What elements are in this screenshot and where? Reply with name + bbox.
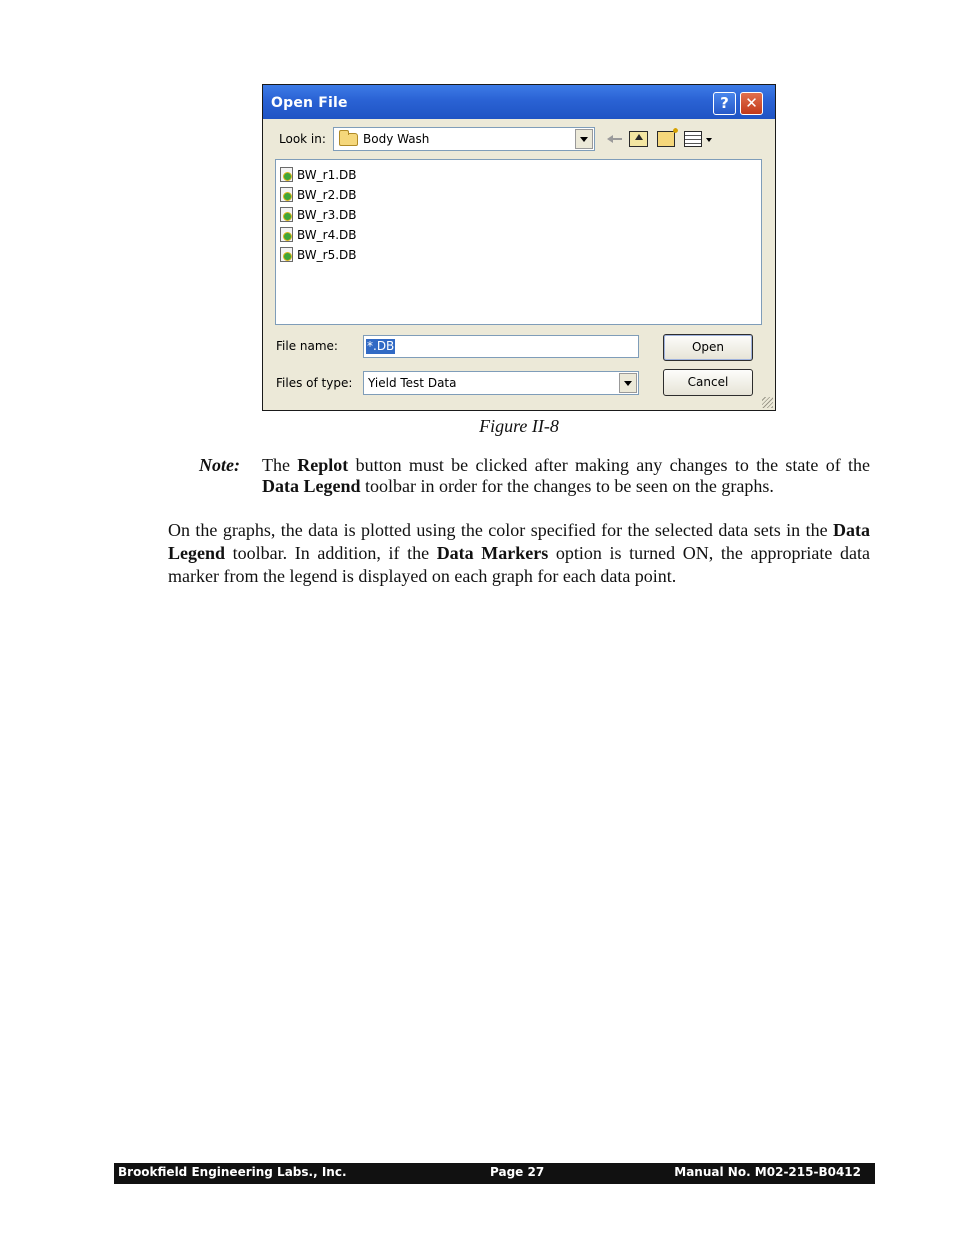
database-file-icon	[280, 247, 293, 262]
note-body	[262, 455, 870, 497]
file-name-label: File name:	[276, 339, 338, 353]
figure-caption: Figure II-8	[479, 416, 559, 436]
open-button[interactable]: Open	[663, 334, 753, 361]
file-name: BW_r1.DB	[297, 168, 357, 182]
files-of-type-value: Yield Test Data	[368, 376, 457, 390]
file-name-value: *.DB	[367, 339, 395, 353]
body-paragraph	[168, 519, 870, 588]
look-in-dropdown[interactable]	[333, 127, 595, 151]
files-of-type-dropdown[interactable]	[363, 371, 639, 395]
file-item[interactable]	[280, 186, 390, 204]
view-menu-arrow-icon[interactable]	[706, 138, 712, 142]
file-name-input[interactable]	[363, 335, 639, 358]
file-name: BW_r4.DB	[297, 228, 357, 242]
resize-grip-icon[interactable]	[762, 397, 773, 408]
note-text: button must be clicked after making any changes to the state of the	[348, 455, 870, 475]
file-list[interactable]	[275, 159, 762, 325]
database-file-icon	[280, 187, 293, 202]
open-file-dialog	[262, 84, 776, 411]
paragraph-text: option is turned ON, the appropriate data marker from the legend is displayed on each graph for each data point.	[168, 543, 871, 586]
chevron-down-icon[interactable]	[575, 129, 593, 149]
note-label: Note:	[199, 455, 240, 475]
paragraph-text: On the graphs, the data is plotted using the color specified for the selected data sets in the	[168, 520, 833, 540]
view-menu-icon[interactable]	[684, 131, 702, 147]
new-folder-icon[interactable]	[657, 131, 675, 147]
page-footer	[114, 1163, 875, 1184]
file-item[interactable]	[280, 166, 390, 184]
database-file-icon	[280, 167, 293, 182]
dialog-titlebar	[263, 85, 775, 119]
paragraph-text: toolbar. In addition, if the	[225, 543, 437, 563]
note-bold-term: Replot	[297, 455, 349, 475]
footer-company: Brookfield Engineering Labs., Inc.	[118, 1165, 347, 1179]
paragraph-bold-term: Data Legend	[168, 520, 870, 563]
paragraph-bold-term: Data Markers	[436, 543, 549, 563]
files-of-type-label: Files of type:	[276, 376, 353, 390]
look-in-label: Look in:	[279, 132, 326, 146]
database-file-icon	[280, 207, 293, 222]
footer-page-number: Page 27	[490, 1165, 545, 1179]
file-item[interactable]	[280, 226, 390, 244]
file-item[interactable]	[280, 246, 390, 264]
note-bold-term: Data Legend	[262, 476, 361, 496]
up-folder-icon[interactable]	[629, 131, 648, 147]
cancel-button[interactable]: Cancel	[663, 369, 753, 396]
file-name: BW_r5.DB	[297, 248, 357, 262]
note-text: toolbar in order for the changes to be seen on the graphs.	[360, 476, 774, 496]
back-icon[interactable]	[607, 131, 623, 147]
folder-icon	[339, 133, 358, 146]
look-in-value: Body Wash	[363, 132, 430, 146]
database-file-icon	[280, 227, 293, 242]
dialog-title: Open File	[271, 95, 348, 111]
file-name: BW_r2.DB	[297, 188, 357, 202]
footer-manual-number: Manual No. M02-215-B0412	[674, 1165, 861, 1179]
file-item[interactable]	[280, 206, 390, 224]
note-text: The	[262, 455, 298, 475]
file-name: BW_r3.DB	[297, 208, 357, 222]
close-button[interactable]: ✕	[740, 92, 763, 115]
chevron-down-icon[interactable]	[619, 373, 637, 393]
help-button[interactable]: ?	[713, 92, 736, 115]
